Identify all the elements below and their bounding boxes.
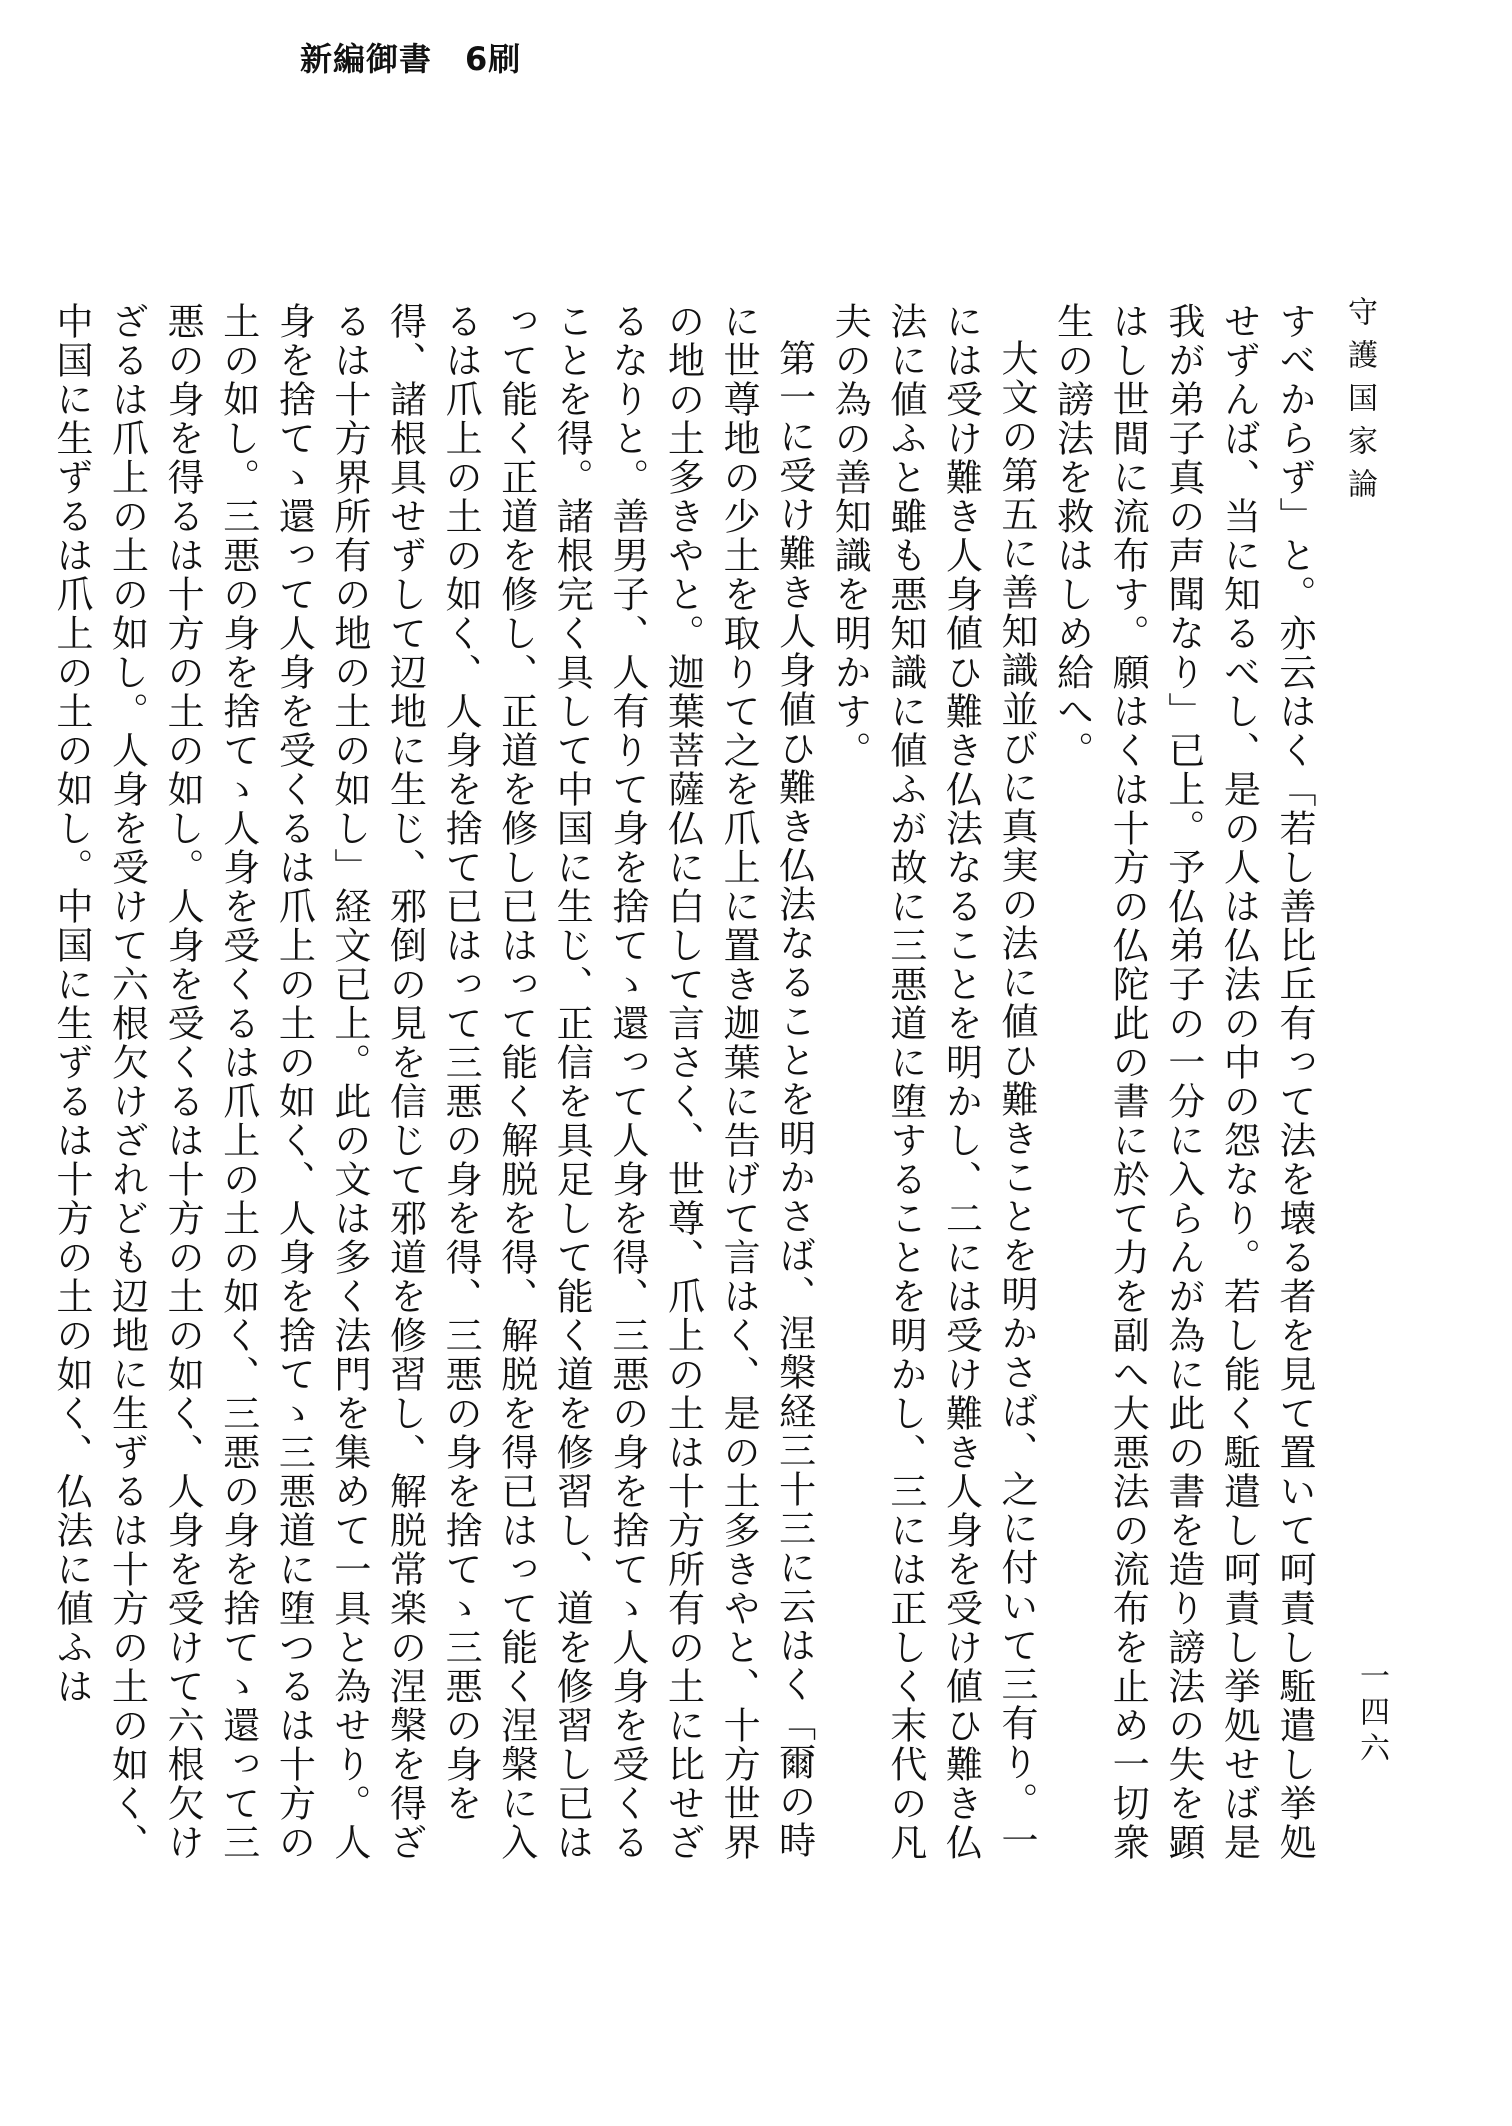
page-number: 一四六 <box>1354 1660 1389 1768</box>
paragraph: 大文の第五に善知識並びに真実の法に値ひ難きことを明かさば、之に付いて三有り。一には受け難き人身値ひ難き仏法なることを明かし、二には受け難き人身を受け値ひ難き仏法に値ふと雖も悪知識に値ふが故に三悪道に堕することを明かし、三には正しく末代の凡夫の為の善知識を明かす。 <box>828 302 1039 1862</box>
paragraph: すべからず」と。亦云はく「若し善比丘有って法を壊る者を見て置いて呵責し駈遣し挙処せずんば、当に知るべし、是の人は仏法の中の怨なり。若し能く駈遣し呵責し挙処せば是我が弟子真の声聞なり」已上。予仏弟子の一分に入らんが為に此の書を造り謗法の失を顕はし世間に流布す。願はくは十方の仏陀此の書に於て力を副へ大悪法の流布を止め一切衆生の謗法を救はしめ給へ。 <box>1050 302 1316 1862</box>
book-header: 新編御書 6刷 <box>300 40 522 78</box>
paragraph: 第一に受け難き人身値ひ難き仏法なることを明かさば、涅槃経三十三に云はく「爾の時に世尊地の少土を取りて之を爪上に置き迦葉に告げて言はく、是の土多きやと、十方世界の地の土多きやと。迦葉菩薩仏に白して言さく、世尊、爪上の土は十方所有の土に比せざるなりと。善男子、人有りて身を捨てゝ還って人身を得、三悪の身を捨てゝ人身を受くることを得。諸根完く具して中国に生じ、正信を具足して能く道を修習し、道を修習し已はって能く正道を修し、正道を修し已はって能く解脱を得、解脱を得已はって能く涅槃に入るは爪上の土の如く、人身を捨て已はって三悪の身を得、三悪の身を捨てゝ三悪の身を得、諸根具せずして辺地に生じ、邪倒の見を信じて邪道を修習し、解脱常楽の涅槃を得ざるは十方界所有の地の土の如し」経文已上。此の文は多く法門を集めて一具と為せり。人身を捨てゝ還って人身を受くるは爪上の土の如く、人身を捨てゝ三悪道に堕つるは十方の土の如し。三悪の身を捨てゝ人身を受くるは爪上の土の如く、三悪の身を捨てゝ還って三悪の身を得るは十方の土の如し。人身を受くるは十方の土の如く、人身を受けて六根欠けざるは爪上の土の如し。人身を受けて六根欠けざれども辺地に生ずるは十方の土の如く、中国に生ずるは爪上の土の如し。中国に生ずるは十方の土の如く、仏法に値ふは <box>49 302 816 1862</box>
running-title: 守護国家論 <box>1342 296 1377 511</box>
body-text <box>49 302 1322 1892</box>
